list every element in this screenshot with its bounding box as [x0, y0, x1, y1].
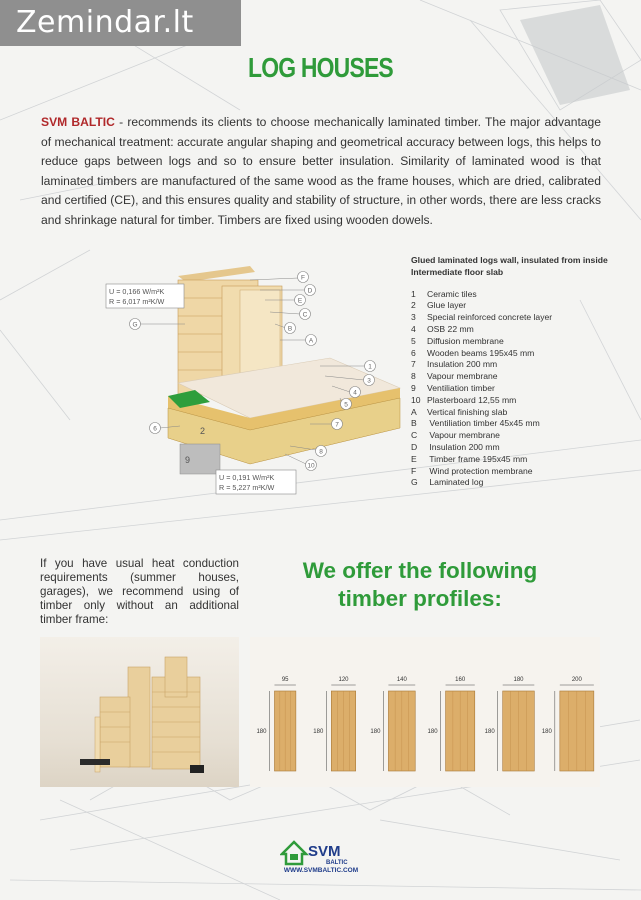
profile-width-label: 180 [513, 677, 524, 683]
logo-sub: BALTIC [326, 860, 348, 866]
inner-layer-label: 2 [200, 426, 206, 436]
legend-item [411, 430, 611, 442]
timber-profile [428, 677, 475, 771]
callout-text-7: 7 [335, 421, 339, 429]
legend-key: 10 [411, 394, 421, 405]
profile-width-label: 140 [396, 677, 407, 683]
timber-profile [370, 677, 415, 771]
legend-key: B [411, 418, 417, 429]
legend-text: Laminated log [427, 477, 484, 488]
profile-width-label: 160 [455, 677, 466, 683]
legend-item [411, 466, 611, 478]
profile-width-label: 95 [281, 677, 289, 683]
callout-text-4: 4 [353, 389, 357, 397]
offer-line-2: timber profiles: [338, 586, 502, 611]
legend-key: 3 [411, 312, 416, 323]
legend-text: Vapour membrane [427, 430, 500, 441]
u-value-bottom: U = 0,191 W/m²K [219, 473, 275, 482]
legend-text: Vertical finishing slab [427, 406, 508, 417]
legend-key: 1 [411, 288, 416, 299]
legend-item [411, 383, 611, 395]
legend-key: G [411, 477, 418, 488]
callout-text-E: E [297, 297, 303, 305]
callout-text-6: 6 [153, 425, 157, 433]
callout-text-D: D [307, 287, 313, 295]
log-corner-illustration [40, 637, 239, 787]
callout-text-5: 5 [344, 401, 348, 409]
legend-item [411, 324, 611, 336]
legend-text: Ventiliation timber [427, 382, 495, 393]
legend-key: E [411, 453, 417, 464]
legend-item [411, 418, 611, 430]
legend-text: Ceramic tiles [427, 288, 477, 299]
profile-width-label: 200 [571, 677, 582, 683]
profile-height-label: 180 [370, 729, 381, 735]
legend-item [411, 395, 611, 407]
legend-text: Vapour membrane [427, 371, 498, 382]
legend-text: OSB 22 mm [427, 323, 474, 334]
profile-height-label: 180 [484, 729, 495, 735]
legend-text: Diffusion membrane [427, 335, 504, 346]
legend-key: 4 [411, 323, 416, 334]
profile-height-label: 180 [427, 729, 438, 735]
legend-text: Ventiliation timber 45x45 mm [427, 418, 540, 429]
callout-text-G: G [132, 321, 138, 329]
legend-text: Plasterboard 12,55 mm [427, 394, 517, 405]
offer-heading [270, 557, 570, 613]
legend-text: Timber frame 195x45 mm [427, 453, 528, 464]
callout-text-F: F [301, 274, 305, 282]
legend-key: 5 [411, 335, 416, 346]
legend-key: 9 [411, 382, 416, 393]
callout-text-B: B [287, 325, 293, 333]
timber-profile [485, 677, 535, 771]
timber-profiles-panel [250, 637, 600, 787]
legend-item [411, 348, 611, 360]
callout-text-8: 8 [319, 448, 323, 456]
intro-text: - recommends its clients to choose mechanically laminated timber. The major advantage of mechanical treatment: accurate angular shaping and geometrical accuracy between logs, this helps to reduce gaps between logs and so to ensure better insulation. Similarity of laminated wood is that laminated timbers are manufactured of the same wood as the frame houses, which are dried, calibrated and certified (CE), and this ensures quality and stability of structure, in other words, there are less cracks and shrinkage natural for timber. Timbers are fixed using wooden dowels. [41, 115, 601, 227]
legend-key: A [411, 406, 417, 417]
legend-item [411, 371, 611, 383]
timber-profile [542, 677, 594, 771]
callout-text-A: A [308, 337, 314, 345]
legend-item [411, 312, 611, 324]
legend-item [411, 300, 611, 312]
foundation-label: 9 [185, 455, 191, 465]
legend-key: 7 [411, 359, 416, 370]
legend-key: 2 [411, 300, 416, 311]
profile-height-label: 180 [313, 729, 324, 735]
legend-key: 6 [411, 347, 416, 358]
legend-title: Glued laminated logs wall, insulated from inside Intermediate floor slab [411, 255, 608, 277]
legend-item [411, 359, 611, 371]
callout-text-C: C [302, 311, 308, 319]
site-watermark: Zemindar.lt [0, 0, 241, 46]
legend-text: Wind protection membrane [427, 465, 533, 476]
legend-item [411, 477, 611, 489]
timber-profiles-drawing [250, 637, 600, 787]
callout-text-3: 3 [367, 377, 371, 385]
legend-list [411, 289, 611, 490]
log-top [178, 266, 255, 282]
r-value-bottom: R = 5,227 m²K/W [219, 483, 275, 492]
legend-item [411, 336, 611, 348]
legend-text: Glue layer [427, 300, 467, 311]
diagram-legend [411, 255, 611, 489]
legend-key: F [411, 465, 417, 476]
heat-conduction-note: If you have usual heat conduction requirements (summer houses, garages), we recommend using of timber only without an additional timber frame: [40, 557, 239, 626]
logo-brand: SVM [308, 843, 341, 860]
legend-item [411, 289, 611, 301]
legend-key: C [411, 430, 418, 441]
offer-line-1: We offer the following [302, 558, 538, 583]
legend-text: Special reinforced concrete layer [427, 312, 553, 323]
callout-text-10: 10 [307, 462, 315, 470]
legend-item [411, 407, 611, 419]
profile-height-label: 180 [541, 729, 552, 735]
log-corner-photo [40, 637, 239, 787]
brand-name: SVM BALTIC [41, 115, 115, 129]
profile-width-label: 120 [338, 677, 349, 683]
legend-item [411, 442, 611, 454]
legend-key: 8 [411, 371, 416, 382]
legend-text: Insulation 200 mm [427, 359, 498, 370]
intro-paragraph [41, 113, 601, 231]
u-value-top: U = 0,166 W/m²K [109, 287, 165, 296]
legend-key: D [411, 441, 418, 452]
callout-text-1: 1 [368, 363, 372, 371]
legend-text: Insulation 200 mm [427, 441, 500, 452]
timber-profile [313, 677, 355, 771]
legend-text: Wooden beams 195x45 mm [427, 347, 535, 358]
r-value-top: R = 6,017 m²K/W [109, 297, 165, 306]
website-url: WWW.SVMBALTIC.COM [283, 867, 359, 874]
timber-profile [256, 677, 295, 771]
wall-section-diagram [100, 258, 405, 498]
page-title: LOG HOUSES [248, 52, 393, 83]
profile-height-label: 180 [256, 729, 267, 735]
legend-item [411, 454, 611, 466]
